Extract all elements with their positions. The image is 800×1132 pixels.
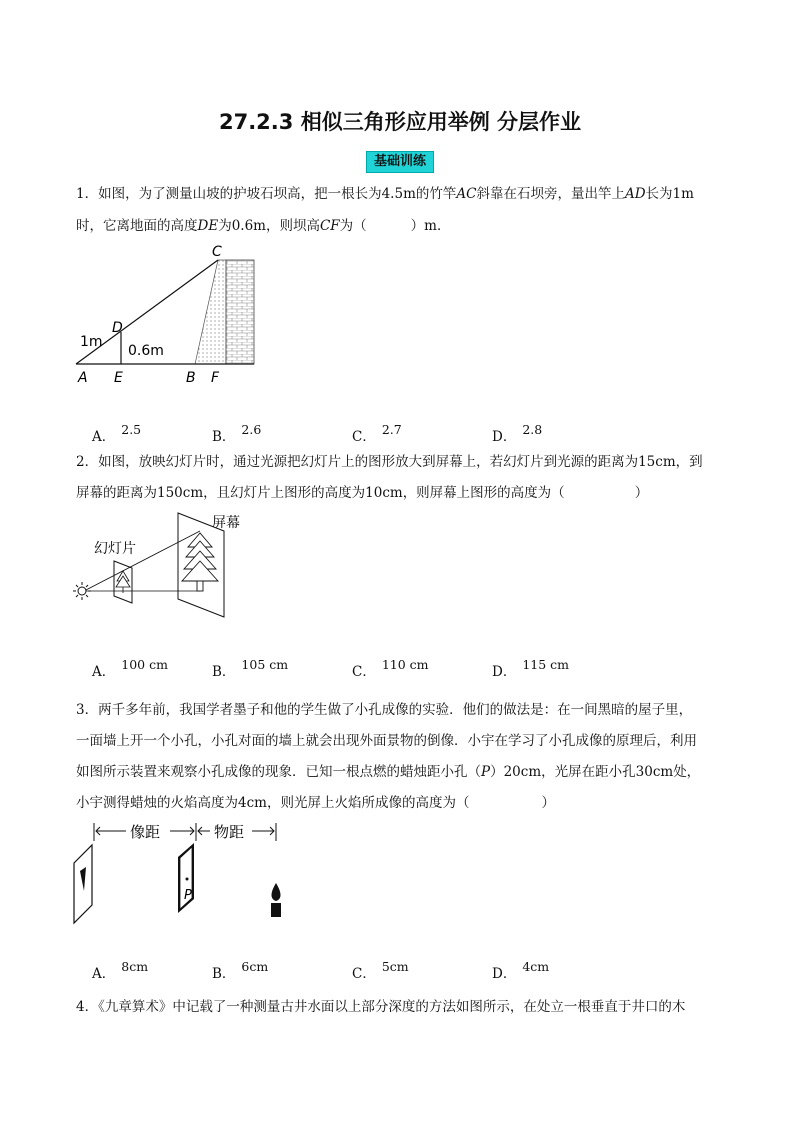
q3-height: 4cm — [238, 795, 267, 811]
q2-text: ） — [634, 485, 649, 501]
pinhole — [186, 878, 189, 881]
q1-ac: AC — [456, 186, 477, 202]
q4-line-1: 4．《九章算术》中记载了一种测量古井水面以上部分深度的方法如图所示，在处立一根垂直于井口的木 — [76, 999, 686, 1015]
q3-text: ） — [541, 795, 555, 811]
stone-dam — [226, 260, 254, 364]
q2-line-2 — [76, 483, 648, 503]
q3-p: P — [481, 764, 491, 780]
q2-line-1 — [76, 452, 703, 472]
q3-line-4 — [76, 793, 555, 813]
candle-flame — [272, 883, 281, 901]
q3-option-b[interactable]: B． 6cm — [212, 959, 269, 982]
q1-option-c[interactable]: C． 2.7 — [352, 422, 402, 445]
q3-text: ，光屏在距小孔 — [541, 764, 636, 780]
label-image-distance: 像距 — [130, 823, 161, 841]
label-A: A — [78, 370, 88, 385]
q3-option-c[interactable]: C． 5cm — [352, 959, 409, 982]
q3-option-d[interactable]: D． 4cm — [492, 959, 550, 982]
q3-line-2: 一面墙上开一个小孔，小孔对面的墙上就会出现外面景物的倒像．小宇在学习了小孔成像的原理后，利用 — [76, 733, 697, 749]
label-screen: 屏幕 — [212, 515, 240, 531]
q1-ad-length: 1m — [672, 186, 694, 202]
label-P: P — [184, 888, 192, 903]
q2-option-d[interactable]: D． 115 cm — [492, 657, 570, 680]
q1-text: 斜靠在石坝旁，量出竿上 — [476, 186, 625, 202]
q3-text: 如图所示装置来观察小孔成像的现象．已知一根点燃的蜡烛距小孔（ — [76, 764, 481, 780]
q1-option-a[interactable]: A． 2.5 — [92, 422, 142, 445]
label-C: C — [212, 244, 222, 260]
q1-ad: AD — [624, 186, 646, 202]
q2-option-c[interactable]: C． 110 cm — [352, 657, 429, 680]
q2-height: 10cm — [365, 485, 403, 501]
q2-distance-1: 15cm — [638, 454, 676, 470]
q1-option-b[interactable]: B． 2.6 — [212, 422, 262, 445]
q2-text: ，则屏幕上图形的高度为（ — [402, 485, 565, 501]
q3-text: 小宇测得蜡烛的火焰高度为 — [76, 795, 238, 811]
q2-text: 屏幕的距离为 — [76, 485, 157, 501]
label-B: B — [186, 370, 196, 385]
label-0.6m: 0.6m — [128, 343, 164, 359]
q3-distance-1: 20cm — [503, 764, 542, 780]
q2-distance-2: 150cm — [157, 485, 204, 501]
q1-line-1 — [76, 184, 694, 204]
q3-text: 处， — [673, 764, 701, 780]
q1-de-length: 0.6m — [231, 218, 266, 234]
q1-text: 的竹竿 — [415, 186, 457, 202]
q1-text: ，则坝高 — [265, 218, 320, 234]
q3-option-a[interactable]: A． 8cm — [92, 959, 149, 982]
q1-cf: CF — [319, 218, 340, 234]
label-F: F — [211, 370, 220, 385]
q1-option-d[interactable]: D． 2.8 — [492, 422, 543, 445]
candle-body — [271, 903, 281, 917]
label-1m: 1m — [80, 334, 103, 350]
q1-de: DE — [197, 218, 219, 234]
q2-text: 2．如图，放映幻灯片时，通过光源把幻灯片上的图形放大到屏幕上，若幻灯片到光源的距离为 — [76, 454, 639, 470]
q3-distance-2: 30cm — [635, 764, 674, 780]
q3-line-3 — [76, 762, 700, 782]
q2-option-a[interactable]: A． 100 cm — [92, 657, 168, 680]
q2-figure — [70, 505, 240, 625]
q1-text: 1．如图，为了测量山坡的护坡石坝高，把一根长为 — [76, 186, 382, 202]
label-E: E — [114, 370, 123, 385]
q1-text: 时，它离地面的高度 — [76, 218, 198, 234]
q1-figure — [70, 240, 270, 385]
q3-text: ，则光屏上火焰所成像的高度为（ — [266, 795, 470, 811]
page-title: 27.2.3 相似三角形应用举例 分层作业 — [218, 110, 582, 134]
q1-text: 长为 — [645, 186, 673, 202]
q1-text: 为 — [218, 218, 232, 234]
q3-text: ） — [490, 764, 504, 780]
q2-text: ，到 — [675, 454, 703, 470]
q2-text: ，且幻灯片上图形的高度为 — [203, 485, 366, 501]
section-badge: 基础训练 — [366, 151, 434, 173]
q1-length: 4.5m — [381, 186, 416, 202]
q1-text: ）m． — [410, 218, 451, 234]
q3-line-1: 3．两千多年前，我国学者墨子和他的学生做了小孔成像的实验．他们的做法是：在一间黑暗的屋子里， — [76, 702, 693, 718]
q3-figure — [70, 815, 300, 930]
q1-text: 为（ — [339, 218, 367, 234]
label-slide: 幻灯片 — [94, 541, 136, 557]
label-D: D — [112, 320, 123, 336]
q2-option-b[interactable]: B． 105 cm — [212, 657, 289, 680]
sun-icon — [73, 582, 91, 600]
slope — [195, 260, 226, 364]
label-object-distance: 物距 — [214, 823, 245, 841]
dimension-line — [94, 823, 276, 841]
q1-line-2 — [76, 216, 450, 236]
